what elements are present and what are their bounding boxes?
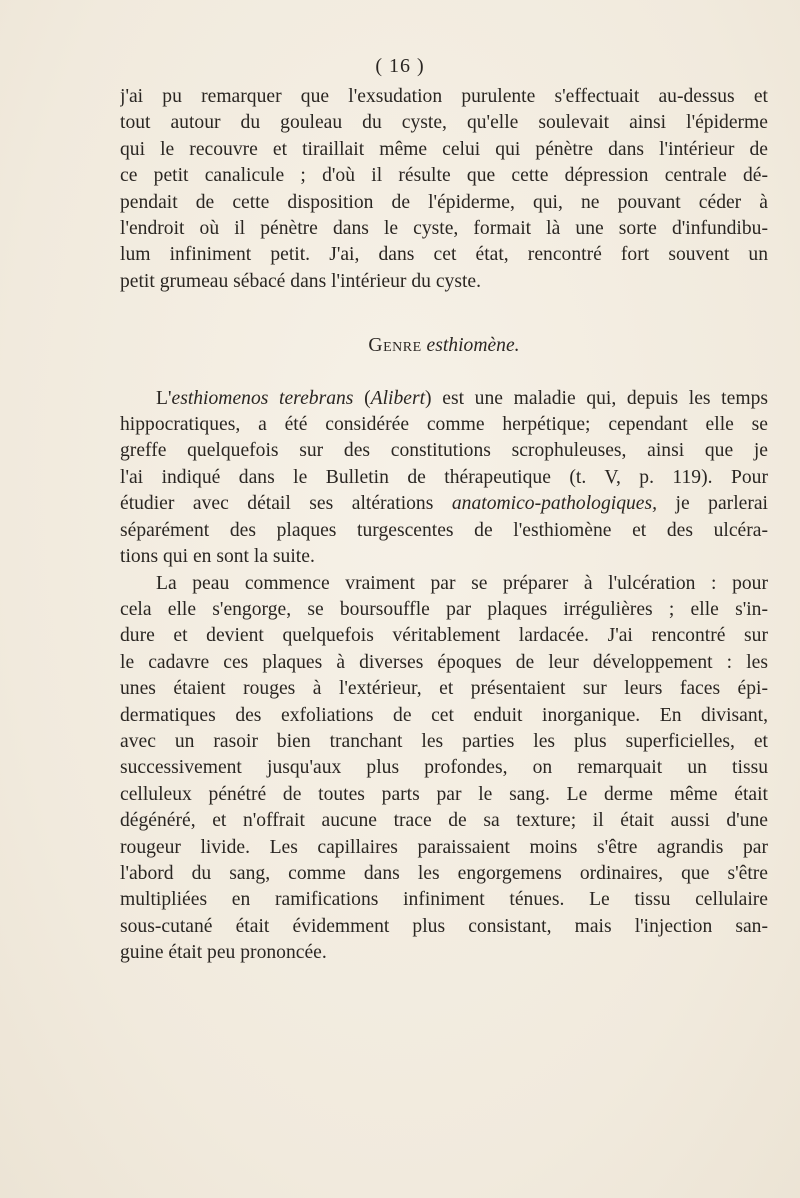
text-line: successivement jusqu'aux plus profondes, on remarquait un tissu [120,757,768,779]
text-line: qui le recouvre et tiraillait même celui qui pénètre dans l'intérieur de [120,138,768,160]
text-line: j'ai pu remarquer que l'exsudation purulente s'effectuait au-dessus et [120,86,768,107]
text-line: guine était peu prononcée. [120,942,327,964]
paragraph-2 [120,386,768,571]
text-line: sous-cutané était évidemment plus consistant, mais l'injection san- [120,915,768,937]
text-line: hippocratiques, a été considérée comme herpétique; cependant elle se [120,414,768,436]
text-line: tout autour du gouleau du cyste, qu'elle soulevait ainsi l'épiderme [120,112,768,134]
text-line: multipliées en ramifications infiniment ténues. Le tissu cellulaire [120,889,768,911]
heading-genus-name: esthiomène. [426,335,520,357]
paragraph-3 [120,571,768,967]
text-line: ce petit canalicule ; d'où il résulte que cette dépression centrale dé- [120,165,768,187]
text-line: lum infiniment petit. J'ai, dans cet état, rencontré fort souvent un [120,244,768,266]
text-line: dégénéré, et n'offrait aucune trace de sa texture; il était aussi d'une [120,810,768,832]
text-fragment: étudier avec détail ses altérations [120,493,452,515]
text-line: séparément des plaques turgescentes de l'esthiomène et des ulcéra- [120,519,768,541]
text-fragment: ) est une maladie qui, depuis les temps [425,387,768,409]
text-fragment: je parlerai [657,493,768,515]
text-line: tions qui en sont la suite. [120,546,315,568]
text-line: dure et devient quelquefois véritablement lardacée. J'ai rencontré sur [120,625,768,647]
text-line: l'abord du sang, comme dans les engorgemens ordinaires, que s'être [120,862,768,884]
text-line: petit grumeau sébacé dans l'intérieur du cyste. [120,270,481,292]
text-line: cela elle s'engorge, se boursouffle par plaques irrégulières ; elle s'in- [120,598,768,620]
page-number: ( 16 ) [375,55,425,77]
text-fragment: L' [156,387,172,409]
text-line: rougeur livide. Les capillaires paraissaient moins s'être agrandis par [120,836,768,858]
text-line: La peau commence vraiment par se préparer à l'ulcération : pour [156,572,768,594]
section-heading [120,333,768,359]
species-name: esthiomenos terebrans [171,387,354,409]
text-line [120,386,768,412]
text-line: le cadavre ces plaques à diverses époques de leur développement : les [120,651,768,673]
text-line: l'endroit où il pénètre dans le cyste, formait là une sorte d'infundibu- [120,218,768,240]
text-line: avec un rasoir bien tranchant les parties les plus superficielles, et [120,730,768,752]
text-line: unes étaient rouges à l'extérieur, et présentaient sur leurs faces épi- [120,678,768,700]
text-line [120,491,768,517]
page-body [120,84,768,967]
emphasis-term: anatomico-pathologiques, [451,493,658,515]
text-line: celluleux pénétré de toutes parts par le sang. Le derme même était [120,783,768,805]
text-line: dermatiques des exfoliations de cet enduit inorganique. En divisant, [120,704,768,726]
text-fragment: ( [353,387,371,409]
paragraph-1 [120,84,768,295]
text-line: pendait de cette disposition de l'épiderme, qui, ne pouvant céder à [120,191,768,213]
text-line: l'ai indiqué dans le Bulletin de thérapeutique (t. V, p. 119). Pour [120,466,768,488]
author-name: Alibert [370,387,426,409]
heading-genre: Genre [368,335,422,357]
text-line: greffe quelquefois sur des constitutions scrophuleuses, ainsi que je [120,440,768,462]
